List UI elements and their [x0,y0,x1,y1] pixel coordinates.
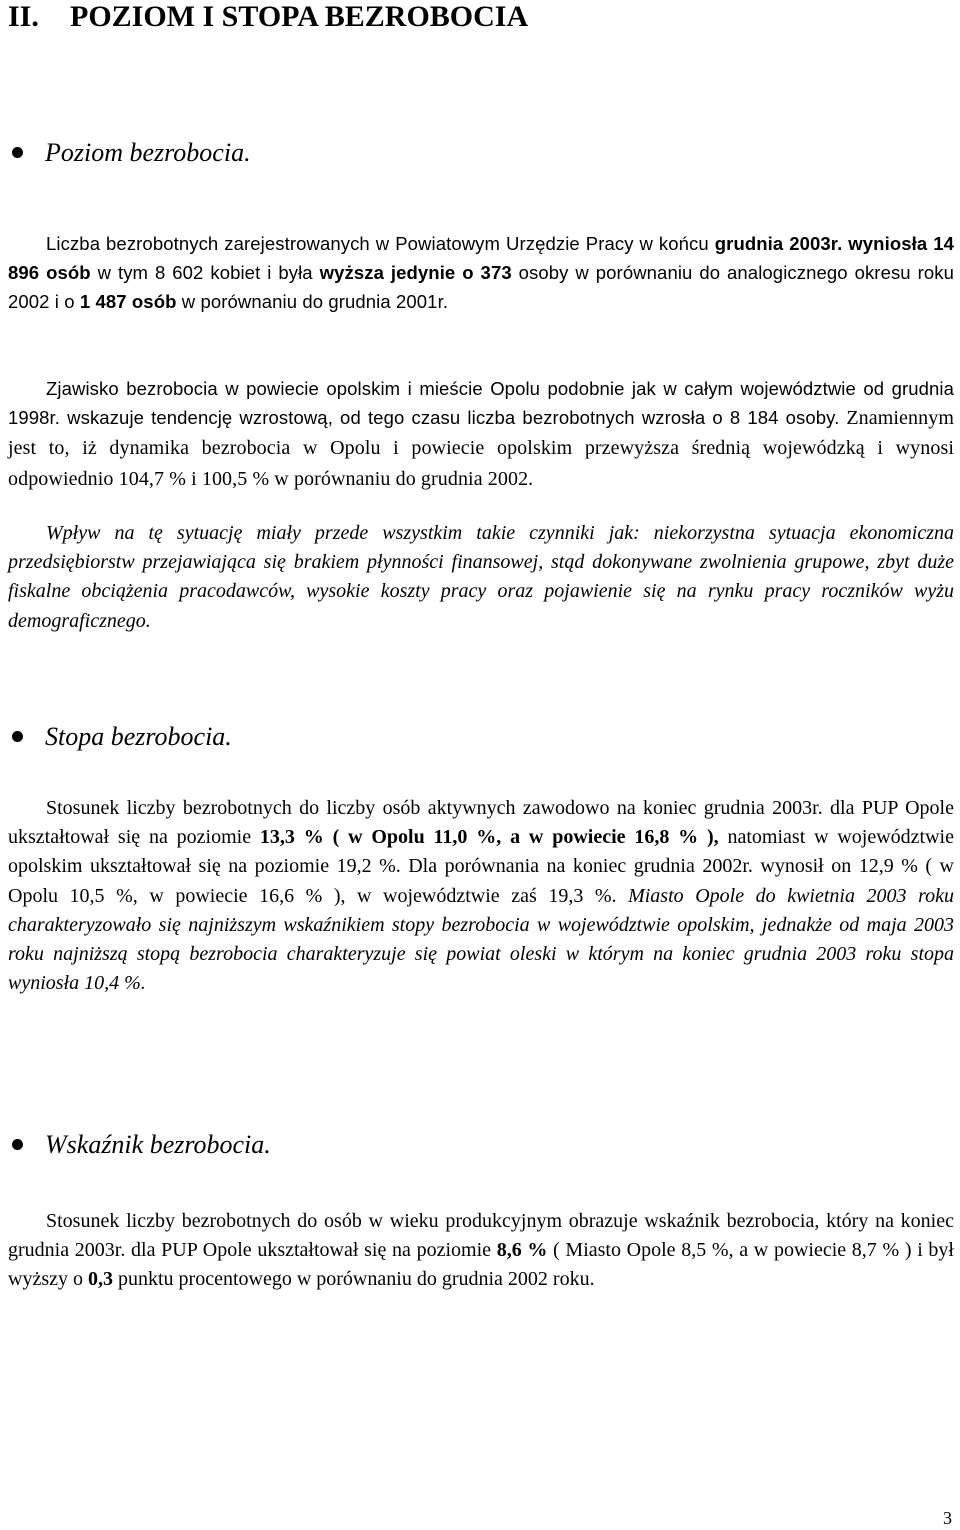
text-span: Stosunek liczby bezrobotnych do osób w wieku produkcyjnym obrazuje wskaźnik bezrobocia, który na koniec grudnia 2003r. dla PUP Opole ukształtował się na poziomie [8,1210,954,1262]
page-number: 3 [943,1508,952,1528]
bold-span: 1 487 osób [79,291,177,313]
bold-span: grudnia 2003r. [714,233,843,254]
italic-span: Wpływ na tę sytuację miały przede wszystkim takie czynniki jak: niekorzystna sytuacja ekonomiczna przedsiębiorstw przejawiająca się brakiem płynności finansowej, stąd dokonywane zwolnienia grupowe, zbyt duże fiskalne obciążenia pracodawców, wysokie koszty pracy oraz pojawienie się na rynku pracy roczników wyżu demograficznego. [8,522,954,632]
text-span: Liczba bezrobotnych zarejestrowanych w Powiatowym Urzędzie Pracy w końcu [46,233,715,254]
paragraph-stopa-1 [8,794,954,998]
chapter-title: POZIOM I STOPA BEZROBOCIA [70,0,529,33]
bullet-icon [12,147,23,158]
text-span: Znamiennym jest to, iż dynamika bezrobocia w Opolu i powiecie opolskim przewyższa średnią wojewódzką i wynosi odpowiednio 104,7 % i 100,5 % w porównaniu do grudnia 2002. [8,407,954,490]
paragraph-poziom-1 [8,229,954,317]
bold-span: wyższa jedynie o 373 [319,262,512,284]
text-span: osoby w porównaniu do analogicznego okresu roku 2002 i o [8,262,954,313]
chapter-number: II. [8,0,39,33]
text-span: ( Miasto Opole 8,5 %, a w powiecie 8,7 % ) i był wyższy o [8,1239,954,1291]
bold-span: 13,3 % ( w Opolu 11,0 %, a w powiecie 16,8 % ), [259,826,719,849]
paragraph-poziom-2 [8,374,954,494]
section-title: Stopa bezrobocia. [45,722,232,751]
text-span: Zjawisko bezrobocia w powiecie opolskim i mieście Opolu podobnie jak w całym województwie od grudnia 1998r. wskazuje tendencję wzrostową, od tego czasu liczba bezrobotnych wzrosła o 8 184 osoby. [8,378,954,429]
section-title: Wskaźnik bezrobocia. [45,1130,271,1159]
chapter-heading [8,0,528,34]
text-span: w porównaniu do grudnia 2001r. [176,291,449,313]
section-title: Poziom bezrobocia. [45,138,251,167]
bullet-icon [12,731,23,742]
paragraph-wskaznik-1 [8,1207,954,1295]
bold-span: wyniosła 14 896 osób [8,233,954,284]
bold-span: 0,3 [87,1268,113,1291]
text-span: natomiast w województwie opolskim ukształtował się na poziomie 19,2 %. Dla porównania na koniec grudnia 2002r. wynosił on 12,9 % ( w Opolu 10,5 %, w powiecie 16,6 % ), w województwie zaś 19,3 %. [8,826,954,907]
indent [8,522,46,544]
text-span: punktu procentowego w porównaniu do grudnia 2002 roku. [112,1268,595,1291]
text-span: w tym 8 602 kobiet i była [90,262,320,284]
bullet-icon [12,1139,23,1150]
paragraph-poziom-3 [8,519,954,636]
text-span: Stosunek liczby bezrobotnych do liczby osób aktywnych zawodowo na koniec grudnia 2003r. dla PUP Opole ukształtował się na poziomie [8,797,954,849]
bold-span: 8,6 % [496,1239,548,1262]
italic-span: Miasto Opole do kwietnia 2003 roku charakteryzowało się najniższym wskaźnikiem stopy bezrobocia w województwie opolskim, jednakże od maja 2003 roku najniższą stopą bezrobocia charakteryzuje się powiat oleski w którym na koniec grudnia 2003 roku stopa wyniosła 10,4 %. [8,884,954,995]
